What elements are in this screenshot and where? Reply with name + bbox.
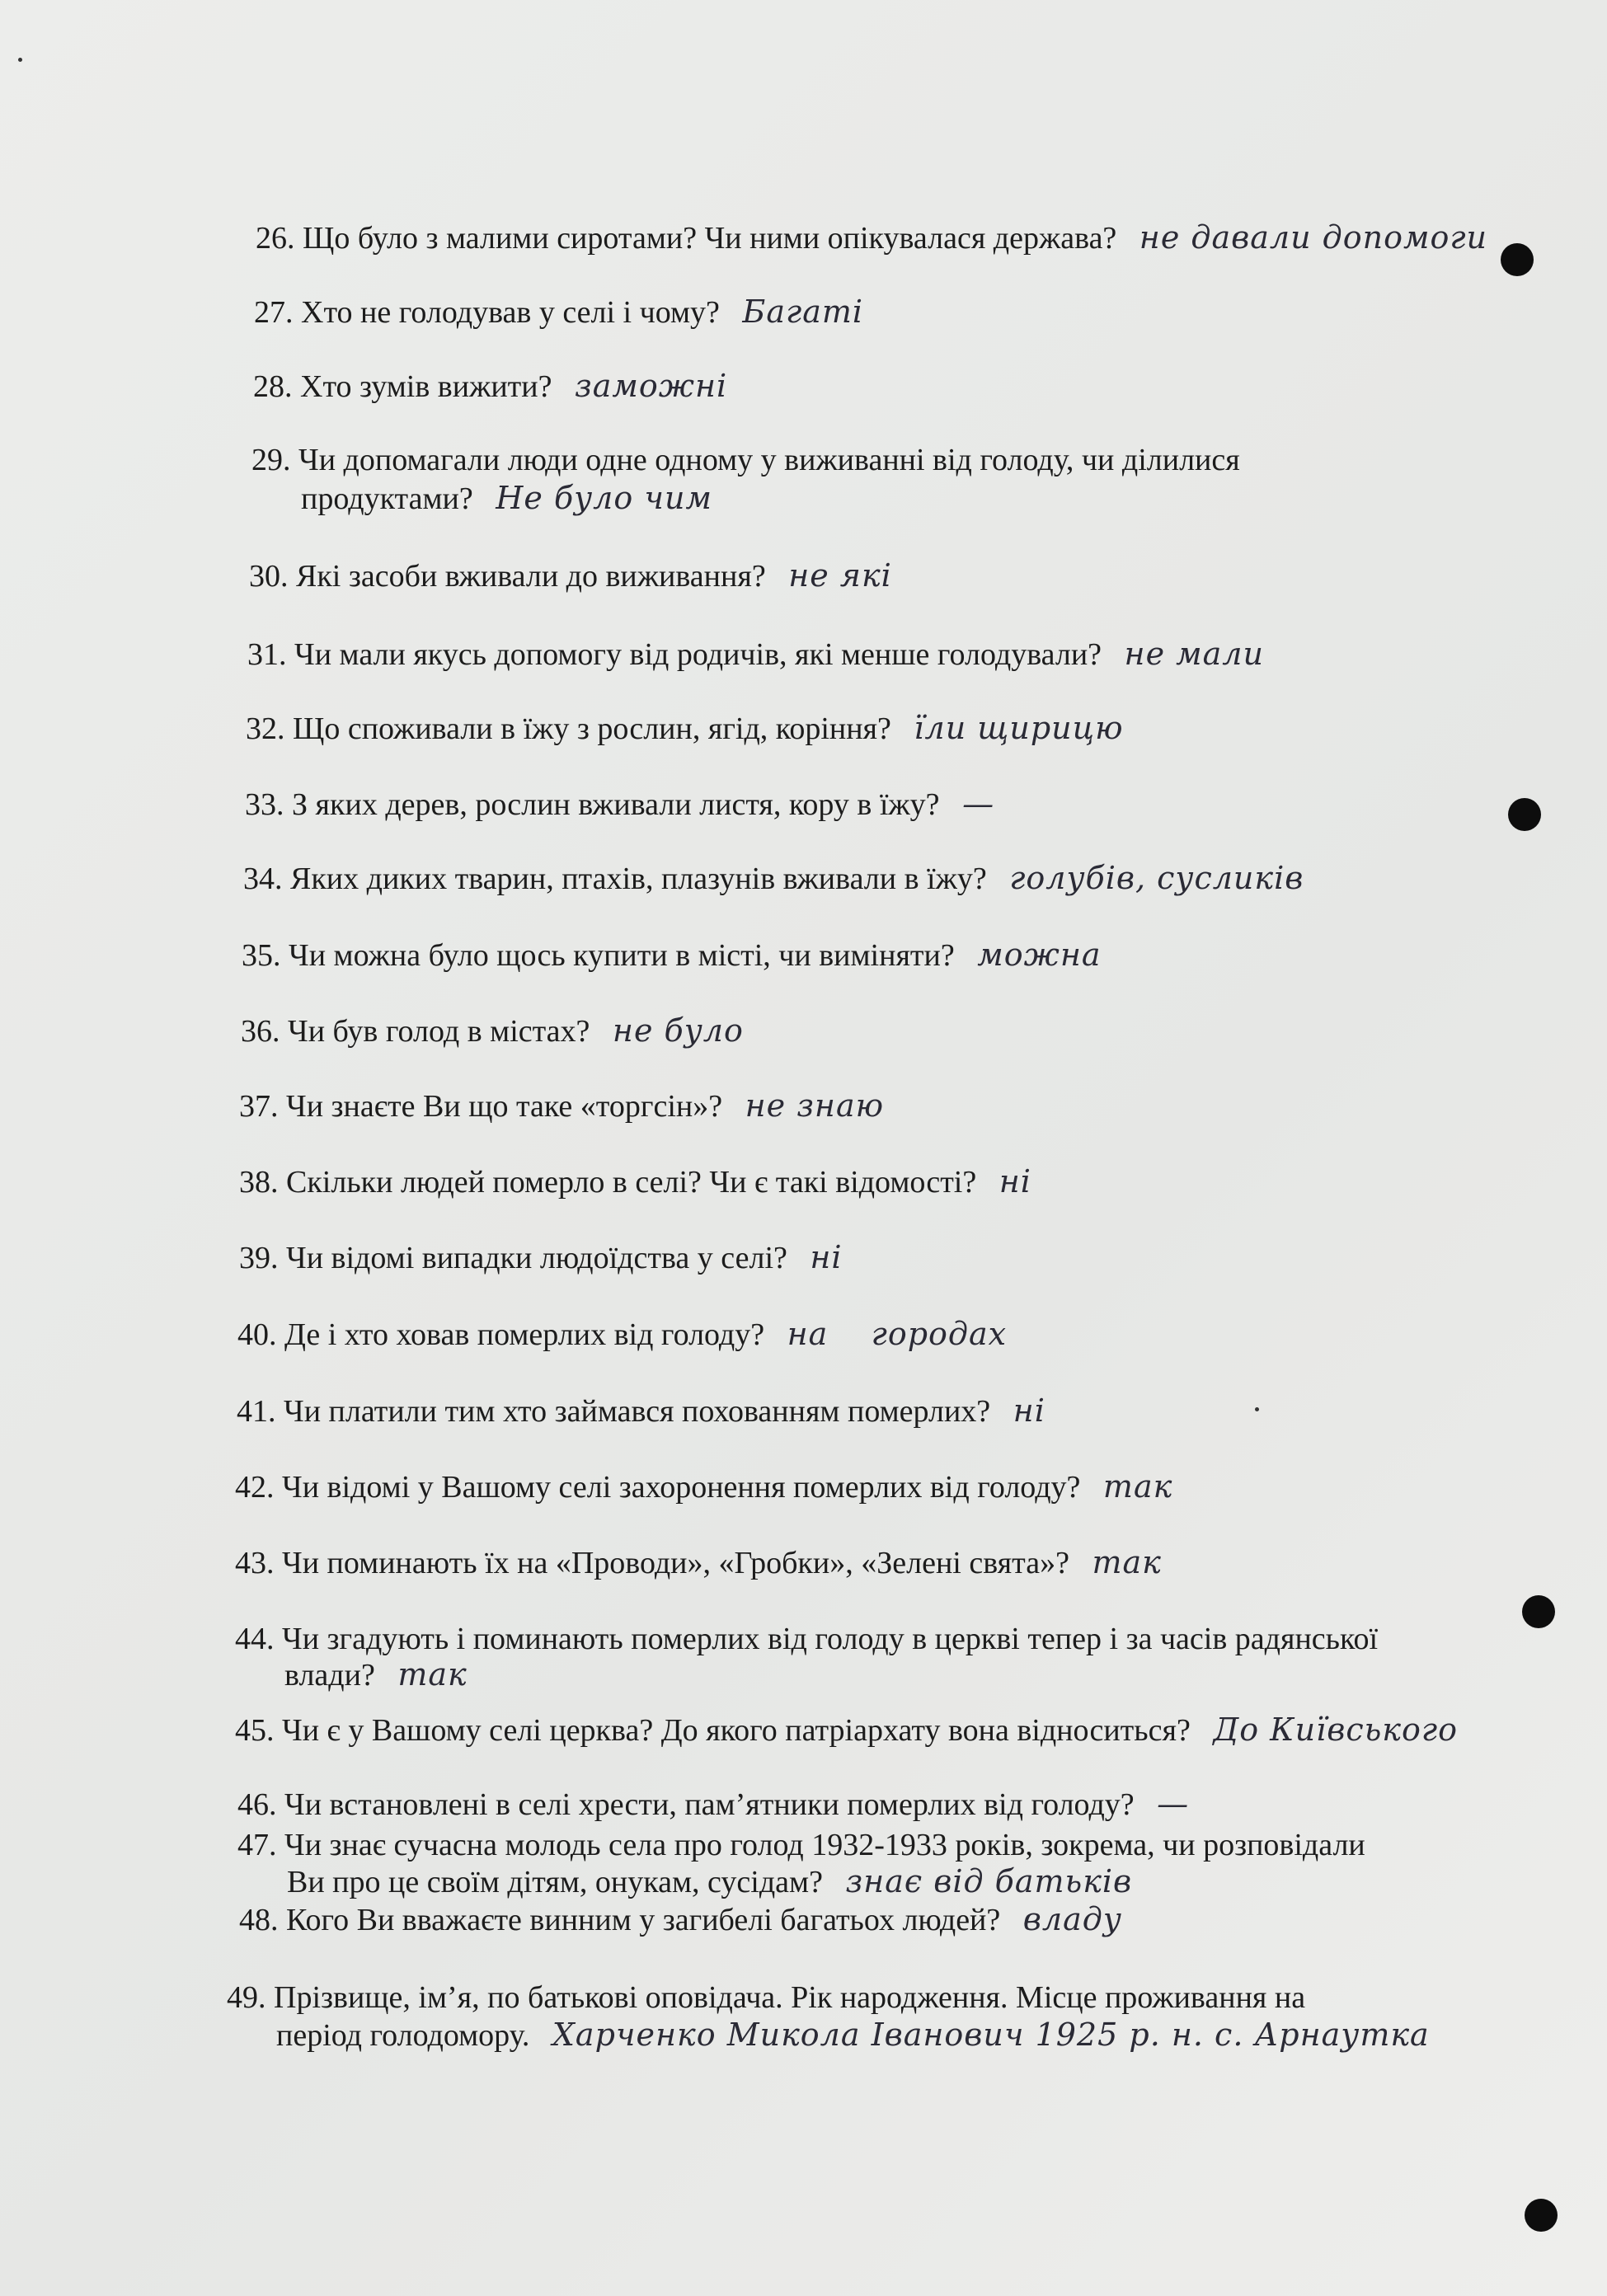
question-number: 33.: [245, 787, 284, 822]
question-number: 44.: [235, 1622, 275, 1656]
question-text: Чи знає сучасна молодь села про голод 1932-1933 років, зокрема, чи розповідали: [284, 1828, 1365, 1862]
question-number: 31.: [247, 637, 287, 672]
question-text-cont: продуктами?: [301, 481, 473, 516]
handwritten-answer: Багаті: [742, 293, 864, 330]
handwritten-answer: ні: [999, 1163, 1031, 1200]
question-28: [253, 367, 727, 406]
punch-hole: [1525, 2199, 1558, 2232]
question-number: 49.: [227, 1980, 266, 2015]
question-29: [251, 441, 1240, 518]
handwritten-answer: на городах: [787, 1316, 1008, 1352]
question-text: Чи поминають їх на «Проводи», «Гробки», «Зелені свята»?: [282, 1546, 1069, 1580]
handwritten-answer: заможні: [574, 368, 728, 404]
question-text: З яких дерев, рослин вживали листя, кору в їжу?: [292, 787, 940, 822]
punch-hole: [1522, 1595, 1555, 1628]
handwritten-answer: Харченко Микола Іванович 1925 р. н. с. Арнаутка: [552, 2017, 1430, 2053]
speck: [1255, 1407, 1259, 1411]
handwritten-answer: їли щирицю: [914, 710, 1124, 746]
question-number: 38.: [239, 1165, 279, 1200]
question-text-cont: влади?: [284, 1658, 375, 1693]
handwritten-answer: —: [1157, 1786, 1190, 1822]
question-number: 43.: [235, 1546, 275, 1580]
question-text: Прізвище, ім’я, по батькові оповідача. Рік народження. Місце проживання на: [274, 1980, 1306, 2015]
question-35: [242, 936, 1102, 974]
question-31: [247, 635, 1264, 674]
handwritten-answer: не знаю: [745, 1087, 885, 1124]
question-40: [237, 1315, 1007, 1354]
question-number: 39.: [239, 1241, 279, 1275]
question-number: 35.: [242, 938, 281, 973]
question-text: Чи був голод в містах?: [288, 1014, 590, 1049]
question-text: Чи знаєте Ви що таке «торгсін»?: [286, 1089, 723, 1124]
question-number: 34.: [243, 862, 283, 896]
question-number: 26.: [256, 221, 295, 256]
question-34: [243, 859, 1304, 898]
question-number: 47.: [237, 1828, 277, 1862]
punch-hole: [1508, 798, 1541, 831]
question-text: Хто не голодував у селі і чому?: [301, 295, 720, 330]
question-38: [239, 1162, 1031, 1201]
question-39: [239, 1238, 843, 1277]
handwritten-answer: так: [397, 1656, 468, 1693]
question-number: 32.: [246, 711, 285, 746]
question-number: 46.: [237, 1787, 277, 1822]
question-text: Що споживали в їжу з рослин, ягід, коріння?: [293, 711, 891, 746]
handwritten-answer: ні: [810, 1239, 843, 1275]
question-number: 40.: [237, 1317, 277, 1352]
question-43: [235, 1543, 1162, 1582]
handwritten-answer: ні: [1013, 1392, 1045, 1429]
question-text: Чи допомагали люди одне одному у виживанні від голоду, чи ділилися: [298, 443, 1240, 477]
question-42: [235, 1467, 1172, 1506]
question-32: [246, 709, 1124, 748]
question-41: [237, 1392, 1045, 1430]
question-26: [256, 218, 1487, 257]
question-number: 41.: [237, 1394, 276, 1429]
question-text: Які засоби вживали до виживання?: [296, 559, 766, 594]
question-47: [237, 1826, 1365, 1899]
punch-hole: [1501, 243, 1534, 276]
handwritten-answer: До Київського: [1213, 1711, 1458, 1748]
handwritten-answer: не які: [788, 557, 892, 594]
question-number: 37.: [239, 1089, 279, 1124]
question-number: 29.: [251, 443, 291, 477]
handwritten-answer: —: [962, 786, 995, 822]
question-number: 28.: [253, 369, 293, 404]
question-text: Скільки людей померло в селі? Чи є такі відомості?: [286, 1165, 977, 1200]
question-text: Чи є у Вашому селі церква? До якого патріархату вона відноситься?: [282, 1713, 1191, 1748]
question-number: 48.: [239, 1903, 279, 1937]
question-text: Чи відомі у Вашому селі захоронення померлих від голоду?: [282, 1470, 1081, 1505]
question-number: 42.: [235, 1470, 275, 1505]
handwritten-answer: не мали: [1124, 636, 1264, 672]
question-text: Яких диких тварин, птахів, плазунів вживали в їжу?: [290, 862, 987, 896]
question-text: Чи згадують і поминають померлих від голоду в церкві тепер і за часів радянської: [282, 1622, 1379, 1656]
question-number: 30.: [249, 559, 289, 594]
question-text: Чи платили тим хто займався похованням померлих?: [284, 1394, 991, 1429]
question-37: [239, 1087, 884, 1125]
handwritten-answer: Не було чим: [496, 480, 712, 516]
speck: [18, 58, 22, 62]
question-44: [235, 1620, 1378, 1692]
question-27: [254, 293, 863, 331]
question-number: 27.: [254, 295, 294, 330]
handwritten-answer: знає від батьків: [845, 1863, 1133, 1899]
handwritten-answer: так: [1092, 1544, 1162, 1580]
handwritten-answer: голубів, сусликів: [1009, 860, 1304, 896]
question-49: [227, 1979, 1430, 2054]
handwritten-answer: так: [1102, 1468, 1173, 1505]
question-30: [249, 556, 892, 595]
question-text: Чи можна було щось купити в місті, чи виміняти?: [289, 938, 955, 973]
question-text: Чи встановлені в селі хрести, пам’ятники померлих від голоду?: [284, 1787, 1135, 1822]
question-text: Що було з малими сиротами? Чи ними опікувалася держава?: [303, 221, 1117, 256]
question-text-cont: період голодомору.: [276, 2018, 530, 2053]
question-text: Кого Ви вважаєте винним у загибелі багатьох людей?: [286, 1903, 1001, 1937]
question-text: Чи мали якусь допомогу від родичів, які менше голодували?: [294, 637, 1102, 672]
question-text: Чи відомі випадки людоїдства у селі?: [286, 1241, 787, 1275]
question-text: Хто зумів вижити?: [300, 369, 552, 404]
question-33: [245, 785, 994, 824]
question-45: [235, 1711, 1458, 1749]
question-text-cont: Ви про це своїм дітям, онукам, сусідам?: [287, 1865, 823, 1899]
question-number: 45.: [235, 1713, 275, 1748]
question-46: [237, 1785, 1189, 1824]
handwritten-answer: можна: [977, 937, 1102, 973]
question-48: [239, 1900, 1122, 1939]
question-36: [241, 1012, 744, 1050]
question-number: 36.: [241, 1014, 280, 1049]
handwritten-answer: владу: [1022, 1901, 1122, 1937]
handwritten-answer: не давали допомоги: [1139, 219, 1488, 256]
handwritten-answer: не було: [612, 1012, 744, 1049]
question-text: Де і хто ховав померлих від голоду?: [284, 1317, 765, 1352]
